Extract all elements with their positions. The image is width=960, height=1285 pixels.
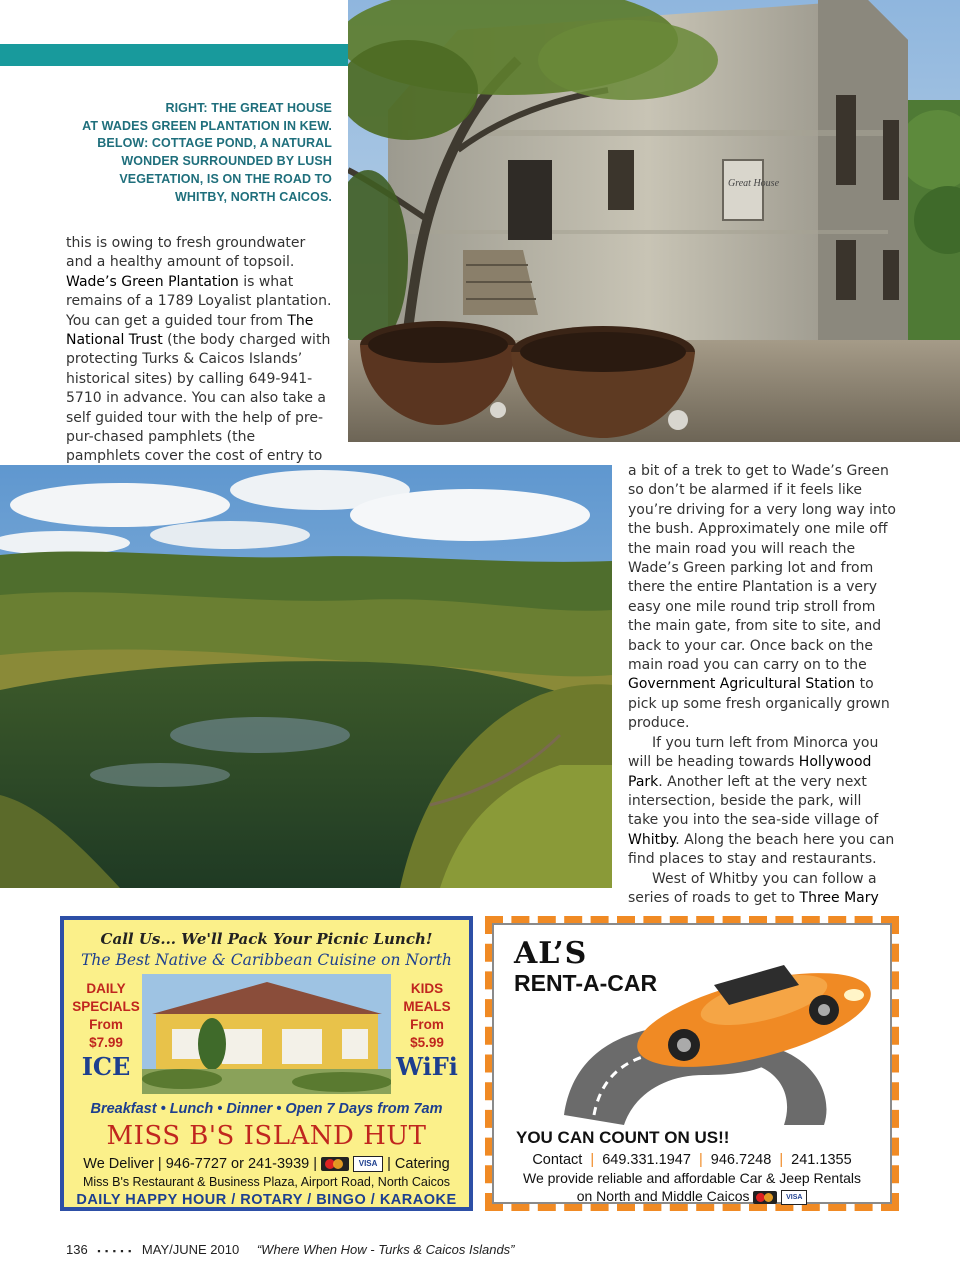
ad-call-us-text: Call Us... We'll Pack Your Picnic Lunch! xyxy=(100,930,433,948)
article-column-1 xyxy=(66,234,332,486)
article-text: to pick up some fresh organically grown produce. xyxy=(628,676,890,732)
article-text: a bit of a trek to get to Wade’s Green so don’t be alarmed if it feels like you’re driving for a very long way into the bush. Approximately one mile off the main road you will reach the Wade’s Green parking lot and from there the entire Plantation is a very easy one mile round trip stroll from the main gate, from site to site, and back to your car. Once back on the main road you can carry on to the xyxy=(628,463,896,674)
ad-description: We provide reliable and affordable Car & Jeep Rentals xyxy=(522,1170,862,1186)
cottage-pond-photo xyxy=(0,465,612,888)
great-house-sign-text: Great House xyxy=(728,178,780,189)
article-paragraph xyxy=(66,234,332,486)
from-label: From xyxy=(89,1017,123,1032)
article-column-2 xyxy=(628,462,896,908)
ad-description-2 xyxy=(494,1188,890,1205)
ad-contact-line: Contact | 649.331.1947 | 946.7248 | 241.1355 xyxy=(532,1152,852,1168)
ad-best-cuisine-text: The Best Native & Caribbean Cuisine on North xyxy=(81,951,452,969)
visa-icon: VISA xyxy=(353,1156,383,1172)
article-text: . Another left at the very next intersection, beside the park, will take you into the sea-side village of xyxy=(628,773,879,829)
meals-label: MEALS xyxy=(403,999,451,1014)
car-illustration xyxy=(554,945,884,1125)
article-text: (the body charged with protecting Turks & Caicos Islands’ historical sites) by calling 649-941-5710 in advance. You can also take a self guided tour with the help of pre-pur-chased pamphlets (the pamphlets cover the cost of entry to xyxy=(66,332,331,465)
visa-icon: VISA xyxy=(781,1190,807,1205)
org-name-national-trust: The National Trust xyxy=(66,312,314,349)
caption-line: WHITBY, NORTH CAICOS. xyxy=(175,189,332,204)
great-house-photo xyxy=(348,0,960,442)
place-name-wades-green: Wade’s Green Plantation xyxy=(66,273,239,290)
kids-meals-block xyxy=(391,980,463,1052)
restaurant-photo xyxy=(142,974,391,1094)
ice-label: ICE xyxy=(81,1052,131,1081)
contact-label: Contact xyxy=(532,1152,583,1168)
photo-caption xyxy=(60,100,332,206)
daily-specials-block xyxy=(70,980,142,1052)
article-text: West of Whitby you can follow a series of roads to get to xyxy=(628,870,877,906)
ad-slogan: YOU CAN COUNT ON US!! xyxy=(516,1128,730,1147)
service-area: on North and Middle Caicos xyxy=(576,1188,750,1204)
ad-address: Miss B's Restaurant & Business Plaza, Airport Road, North Caicos xyxy=(82,1175,451,1189)
kids-label: KIDS xyxy=(410,981,444,996)
mastercard-icon xyxy=(753,1191,777,1204)
caption-line: AT WADES GREEN PLANTATION IN KEW. xyxy=(82,118,332,133)
footer-dots: ▪ ▪ ▪ ▪ ▪ xyxy=(97,1246,133,1256)
place-name-hollywood-park: Hollywood Park xyxy=(628,754,872,790)
place-name-whitby: Whitby xyxy=(628,831,676,848)
ad-als-name: AL’S xyxy=(514,936,588,971)
phone-number: 241.1355 xyxy=(791,1152,852,1168)
mastercard-icon xyxy=(321,1157,349,1171)
article-paragraph xyxy=(628,734,896,870)
phone-number: 649.331.1947 xyxy=(602,1152,691,1168)
article-paragraph xyxy=(628,870,896,909)
article-text: this is owing to fresh groundwater and a healthy amount of topsoil. xyxy=(66,235,306,271)
daily-price: $7.99 xyxy=(89,1035,123,1050)
caption-line: RIGHT: THE GREAT HOUSE xyxy=(165,101,332,115)
article-text: . Along the beach here you can find places to stay and restaurants. xyxy=(628,831,895,868)
from-label: From xyxy=(410,1017,444,1032)
caption-line: VEGETATION, IS ON THE ROAD TO xyxy=(119,171,332,186)
place-name-three-mary: Three Mary xyxy=(799,889,879,906)
article-text: is what remains of a 1789 Loyalist plantation. You can get a guided tour from xyxy=(66,273,332,329)
ad-hours-text: Breakfast • Lunch • Dinner • Open 7 Days from 7am xyxy=(90,1101,443,1117)
ad-als-rent-a-car[interactable] xyxy=(485,916,899,1211)
ad-restaurant-name: MISS B'S ISLAND HUT xyxy=(106,1121,427,1151)
ad-rent-a-car: RENT-A-CAR xyxy=(514,970,658,996)
caption-line: WONDER SURROUNDED BY LUSH xyxy=(121,154,332,169)
issue-date: MAY/JUNE 2010 xyxy=(141,1242,240,1257)
kids-price: $5.99 xyxy=(410,1035,444,1050)
caption-line: BELOW: COTTAGE POND, A NATURAL xyxy=(97,136,332,151)
specials-label: SPECIALS xyxy=(72,999,140,1014)
header-teal-bar xyxy=(0,44,350,66)
article-paragraph xyxy=(628,462,896,734)
ad-happy-hour: DAILY HAPPY HOUR / ROTARY / BINGO / KARAOKE xyxy=(76,1192,457,1208)
place-name-agricultural-station: Government Agricultural Station xyxy=(628,676,856,693)
article-text: If you turn left from Minorca you will be heading towards xyxy=(628,734,879,771)
wifi-label: WiFi xyxy=(396,1052,458,1081)
phone-number: 946.7248 xyxy=(710,1152,772,1168)
magazine-tagline: “Where When How - Turks & Caicos Islands” xyxy=(256,1242,515,1257)
page-footer xyxy=(66,1242,515,1257)
ad-delivery-line xyxy=(64,1156,469,1172)
ad-miss-bs-island-hut[interactable] xyxy=(60,916,473,1211)
page-number: 136 xyxy=(66,1242,88,1257)
delivery-phones: We Deliver | 946-7727 or 241-3939 | xyxy=(83,1156,318,1172)
daily-label: DAILY xyxy=(86,981,126,996)
catering-label: | Catering xyxy=(387,1156,450,1172)
